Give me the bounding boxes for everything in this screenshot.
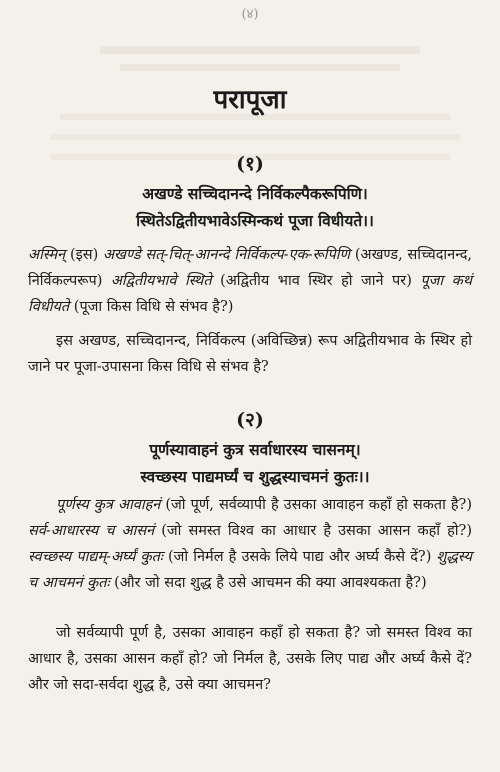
verse-2-commentary [28,492,472,596]
bleed-through-texture [40,40,470,80]
verse-1-meaning: इस अखण्ड, सच्चिदानन्द, निर्विकल्प (अविच्छिन्न) रूप अद्वितीयभाव के स्थिर हो जाने पर पूजा-उपासना किस विधि से संभव है? [28,333,472,375]
gloss: (जो समस्त विश्व का आधार है उसका आसन कहाँ हो?) [154,523,472,539]
gloss: (और जो सदा शुद्ध है उसे आचमन की क्या आवश्यकता है?) [109,575,427,591]
verse-2-sloka [50,436,460,490]
gloss: (अद्वितीय भाव स्थिर हो जाने पर) [211,273,421,289]
verse-2-line-1: पूर्णस्यावाहनं कुत्र सर्वाधारस्य चासनम्। [149,440,361,459]
gloss: (अखण्ड, सच्चिदानन्द, निर्विकल्परूप) [28,247,472,289]
verse-1-commentary [28,242,472,320]
page-title: परापूजा [213,85,287,115]
verse-2-number: (२) [236,409,264,431]
page-number: (४) [241,7,259,22]
bleed-through-lines [40,40,470,80]
term: अखण्डे सत्-चित्-आनन्दे निर्विकल्प-एक-रूपिणि [103,247,351,263]
term: अस्मिन् [28,247,66,263]
verse-1-line-2: स्थितेऽद्वितीयभावेऽस्मिन्कथं पूजा विधीयते।। [136,211,374,230]
verse-2-meaning: जो सर्वव्यापी पूर्ण है, उसका आवाहन कहाँ हो सकता है? जो समस्त विश्व का आधार है, उसका आसन कहाँ हो? जो निर्मल है, उसके लिए पाद्य और अर्घ्य कैसे दें? और जो सदा-सर्वदा शुद्ध है, उसे क्या आचमन? [28,625,472,693]
term: शुद्धस्य च आचमनं कुतः [28,549,472,591]
verse-1-line-1: अखण्डे सच्चिदानन्दे निर्विकल्पैकरूपिणि। [142,184,368,203]
verse-1-sloka [50,180,460,234]
verse-2-line-2: स्वच्छस्य पाद्यमर्घ्यं च शुद्धस्याचमनं कुतः।। [140,467,370,486]
verse-1-number: (१) [236,153,264,175]
term: सर्व-आधारस्य च आसनं [28,523,155,539]
gloss: (जो पूर्ण, सर्वव्यापी है उसका आवाहन कहाँ हो सकता है?) [160,497,472,513]
gloss: (पूजा किस विधि से संभव है?) [69,299,234,315]
term: अद्वितीयभावे स्थिते [110,273,212,289]
term: पूजा कथं विधीयते [28,273,473,315]
term: पूर्णस्य कुत्र आवाहनं [56,497,161,513]
gloss: (जो निर्मल है उसके लिये पाद्य और अर्घ्य कैसे दें?) [162,549,437,565]
term: स्वच्छस्य पाद्यम्-अर्घ्यं कुतः [28,549,163,565]
gloss: (इस) [65,247,104,263]
